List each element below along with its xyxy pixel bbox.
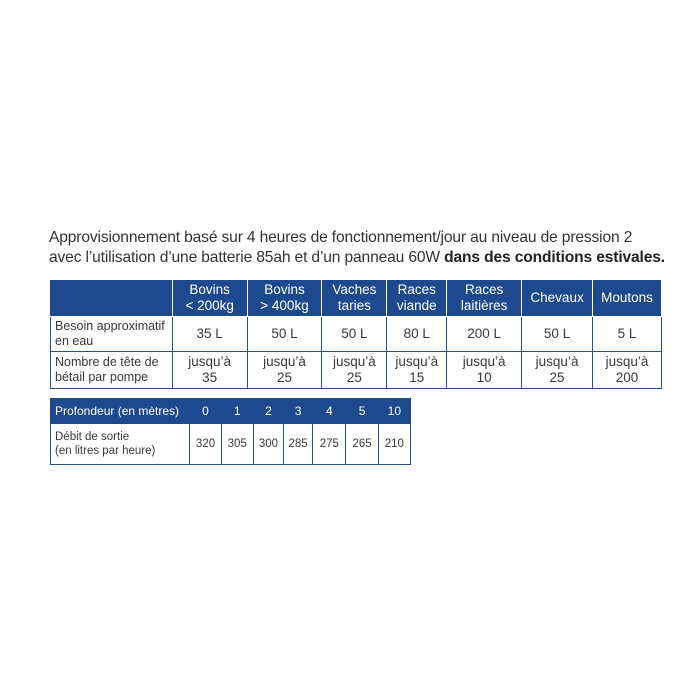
flow-value-cell: 265 [346,424,378,465]
cell-text: jusqu’à [332,354,376,369]
cell-text: 200 L [467,326,502,341]
column-header-text: Vaches [332,282,377,297]
intro-line-1: Approvisionnement basé sur 4 heures de fonctionnement/jour au niveau de pression 2 [49,229,633,246]
table-cell [522,352,593,389]
table-cell [322,352,387,389]
column-header [593,280,662,317]
depth-header-row [51,399,411,424]
cell-text: 25 [276,370,293,385]
table-cell [593,317,662,352]
row-label-text: en eau [55,334,94,348]
column-header [387,280,447,317]
table-cell [387,352,447,389]
cell-text: 35 L [196,326,223,341]
cell-text: jusqu’à [263,354,306,369]
column-header-text: viande [396,298,437,313]
intro-text [49,228,669,268]
depth-header-cell: 10 [378,399,410,424]
cell-text: jusqu’à [605,354,649,369]
table-cell [447,317,522,352]
cell-text: 35 [202,370,218,385]
cell-text: jusqu’à [395,354,439,369]
depth-header-cell: 0 [190,399,221,424]
flow-label-line-2: (en litres par heure) [55,445,156,457]
intro-line-2-bold: dans des conditions estivales. [444,249,665,266]
row-label-text: Nombre de tête de [55,355,159,369]
flow-label-line-1: Débit de sortie [55,431,130,443]
row-label [51,352,173,389]
cell-text: jusqu’à [535,354,579,369]
column-header-text: Chevaux [530,290,584,305]
column-header-text: < 200kg [185,298,234,313]
column-header [247,280,322,317]
depth-flow-table [50,398,411,465]
cell-text: 80 L [403,326,430,341]
table-row [51,352,662,389]
cell-text: 25 [346,370,362,385]
cell-text: 200 [615,370,639,385]
flow-row-label [51,424,190,465]
table-cell [172,352,247,389]
flow-value-cell: 210 [378,424,410,465]
flow-value-cell: 300 [253,424,283,465]
depth-header-cell: 5 [346,399,378,424]
column-header-text: laitières [460,298,508,313]
table-cell [247,352,322,389]
cell-text: 10 [476,370,492,385]
column-header-text: Races [397,282,436,297]
column-header-text: Bovins [264,282,305,297]
column-header [447,280,522,317]
table-header-row [51,280,662,317]
table-cell [247,317,322,352]
cell-text: 25 [549,370,565,385]
column-header-text: Bovins [189,282,230,297]
cell-text: jusqu’à [462,354,506,369]
flow-value-cell: 275 [313,424,346,465]
depth-header-label: Profondeur (en mètres) [51,399,190,424]
flow-value-cell: 320 [190,424,221,465]
row-label [51,317,173,352]
intro-line-2: avec l’utilisation d’une batterie 85ah et d’un panneau 60W [49,249,440,266]
header-corner [51,280,173,317]
cell-text: 50 L [341,326,368,341]
table-cell [447,352,522,389]
cell-text: 5 L [617,326,637,341]
flow-value-cell: 285 [284,424,313,465]
table-cell [172,317,247,352]
column-header-text: Moutons [601,290,653,305]
column-header [322,280,387,317]
column-header-text: Races [465,282,504,297]
column-header-text: taries [337,298,371,313]
table-cell [593,352,662,389]
livestock-water-table [50,279,662,389]
column-header-text: > 400kg [260,298,309,313]
depth-header-cell: 1 [221,399,253,424]
cell-text: 15 [409,370,425,385]
flow-value-cell: 305 [221,424,253,465]
cell-text: 50 L [543,326,571,341]
table-cell [322,317,387,352]
cell-text: 50 L [271,326,298,341]
column-header [172,280,247,317]
table-row [51,317,662,352]
column-header [522,280,593,317]
depth-header-cell: 3 [284,399,313,424]
cell-text: jusqu’à [188,354,232,369]
row-label-text: Besoin approximatif [55,319,165,333]
table-cell [387,317,447,352]
depth-header-cell: 2 [253,399,283,424]
flow-row [51,424,411,465]
row-label-text: bétail par pompe [55,370,149,384]
depth-header-cell: 4 [313,399,346,424]
table-cell [522,317,593,352]
